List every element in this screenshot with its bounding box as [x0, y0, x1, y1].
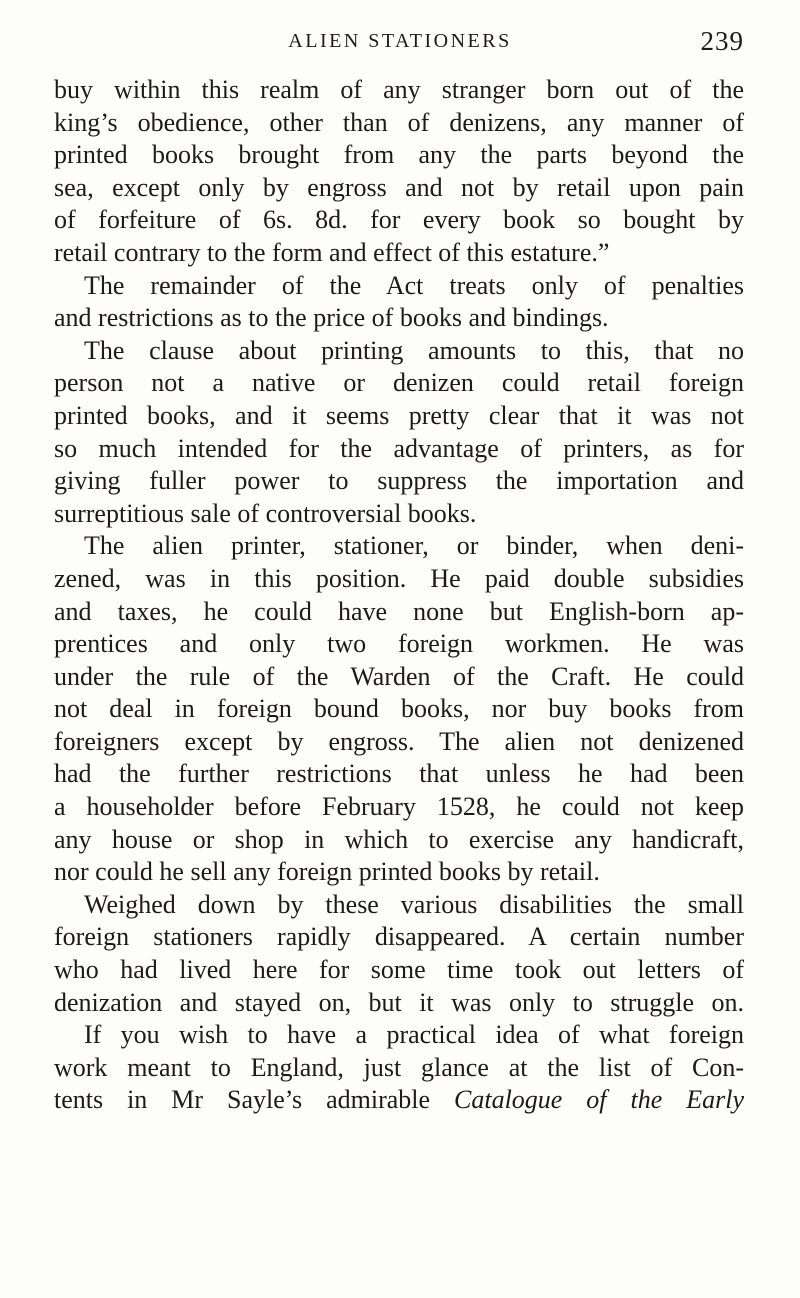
text-line: Weighed down by these various disabilities the small — [84, 889, 744, 919]
running-head: ALIEN STATIONERS — [288, 30, 512, 52]
book-title-italic: Catalogue of the Early — [454, 1085, 744, 1115]
text-line: any house or shop in which to exercise any handicraft, — [54, 824, 744, 854]
text-line: of forfeiture of 6s. 8d. for every book so bought by — [54, 205, 744, 235]
text-line: denization and stayed on, but it was only to struggle on. — [54, 987, 744, 1017]
text-line: giving fuller power to suppress the importation and — [54, 466, 744, 496]
text-line: under the rule of the Warden of the Craft. He could — [54, 661, 744, 691]
text-line: and restrictions as to the price of books and bindings. — [54, 303, 609, 333]
text-line: had the further restrictions that unless he had been — [54, 759, 744, 789]
text-line: and taxes, he could have none but English-born ap- — [54, 596, 744, 626]
text-line: not deal in foreign bound books, nor buy books from — [54, 694, 744, 724]
text-line: work meant to England, just glance at the list of Con- — [54, 1052, 744, 1082]
text-line: The clause about printing amounts to this, that no — [84, 335, 744, 365]
text-line: printed books brought from any the parts beyond the — [54, 140, 744, 170]
text-line: person not a native or denizen could retail foreign — [54, 368, 744, 398]
text-line: buy within this realm of any stranger born out of the — [54, 75, 744, 104]
text-line: foreign stationers rapidly disappeared. A certain number — [54, 922, 744, 952]
body-text — [54, 74, 744, 1117]
text-line: tents in Mr Sayle’s admirable Catalogue of the Early — [54, 1085, 744, 1115]
text-line: so much intended for the advantage of printers, as for — [54, 433, 744, 463]
text-line: If you wish to have a practical idea of what foreign — [84, 1020, 744, 1050]
text-line: foreigners except by engross. The alien not denizened — [54, 726, 744, 756]
text-line: prentices and only two foreign workmen. He was — [54, 629, 744, 659]
text-line: printed books, and it seems pretty clear that it was not — [54, 400, 744, 430]
page-header — [60, 26, 744, 60]
page-number: 239 — [700, 26, 744, 56]
text-line: The alien printer, stationer, or binder, when deni- — [84, 531, 744, 561]
text-line: sea, except only by engross and not by retail upon pain — [54, 172, 744, 202]
text-line: king’s obedience, other than of denizens, any manner of — [54, 107, 744, 137]
text-line: who had lived here for some time took out letters of — [54, 955, 744, 985]
text-line: retail contrary to the form and effect of this estature.” — [54, 237, 610, 267]
text-line: nor could he sell any foreign printed books by retail. — [54, 857, 600, 887]
text-line: zened, was in this position. He paid double subsidies — [54, 563, 744, 593]
text-line: The remainder of the Act treats only of penalties — [84, 270, 744, 300]
text-line: surreptitious sale of controversial books. — [54, 498, 477, 528]
text-line: a householder before February 1528, he could not keep — [54, 792, 744, 822]
